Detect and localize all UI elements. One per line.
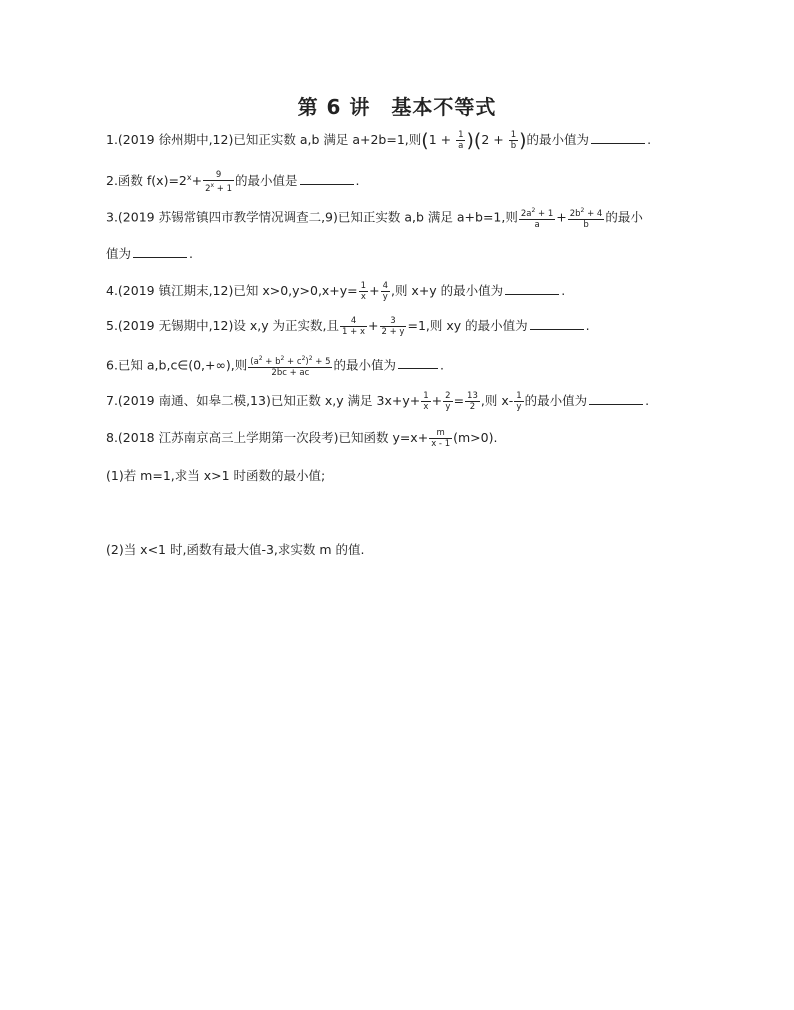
denominator: 1 + x <box>342 327 366 337</box>
fraction <box>465 391 480 412</box>
num-part: + 4 <box>584 208 603 219</box>
problem-5-text: 5.(2019 无锡期中,12)设 x,y 为正实数,且 <box>106 318 340 333</box>
paren-close: ) <box>466 129 474 152</box>
denominator: 2 <box>469 402 476 412</box>
plus-sign: + <box>369 283 380 298</box>
problem-2-text: 2.函数 f(x)=2 <box>106 173 187 189</box>
numerator: 1 <box>423 391 429 401</box>
problem-4-suffix: ,则 x+y 的最小值为 <box>390 283 504 298</box>
denominator: x - 1 <box>431 439 451 449</box>
num-exponent: 2 <box>280 355 285 362</box>
fraction <box>340 316 367 337</box>
den-base: 2 <box>205 183 211 194</box>
numerator: 13 <box>467 391 478 401</box>
numerator: 1 <box>516 391 522 401</box>
denominator: a <box>458 141 464 151</box>
problem-7-text: 7.(2019 南通、如皋二模,13)已知正数 x,y 满足 3x+y+ <box>106 393 421 408</box>
denominator: x <box>360 292 366 302</box>
exponent: x <box>186 173 192 182</box>
numerator: 1 <box>510 130 517 140</box>
paren-close: ) <box>519 129 527 152</box>
problem-3-suffix: 的最小 <box>605 209 643 225</box>
den-exponent: x <box>210 181 215 189</box>
num-part: 2b <box>569 208 581 219</box>
equals-sign: = <box>453 393 465 408</box>
term: 1 + <box>428 132 456 147</box>
plus-sign: + <box>431 393 443 408</box>
problem-3-line-2 <box>106 244 193 264</box>
page-title: 第 6 讲 基本不等式 <box>297 95 497 119</box>
period: . <box>585 318 590 333</box>
fraction <box>509 130 518 151</box>
numerator: 1 <box>458 130 464 140</box>
num-exponent: 2 <box>258 355 263 362</box>
problem-7 <box>106 391 649 412</box>
fraction <box>203 170 234 194</box>
fraction <box>248 354 332 378</box>
answer-blank[interactable] <box>505 282 559 295</box>
period: . <box>561 283 566 298</box>
problem-8-part-1: (1)若 m=1,求当 x>1 时函数的最小值; <box>106 468 326 483</box>
problem-6-text: 6.已知 a,b,c∈(0,+∞),则 <box>106 357 248 373</box>
problem-8 <box>106 428 497 449</box>
den-rest: + 1 <box>214 183 233 194</box>
num-part: (a <box>250 356 259 367</box>
problem-8-part-2: (2)当 x<1 时,函数有最大值-3,求实数 m 的值. <box>106 542 365 557</box>
numerator: 4 <box>340 316 367 327</box>
period: . <box>189 246 193 261</box>
denominator: y <box>445 402 451 412</box>
problem-3-line2-text: 值为 <box>106 246 132 261</box>
answer-blank[interactable] <box>133 245 187 258</box>
numerator: 9 <box>203 170 234 181</box>
fraction <box>514 391 523 412</box>
numerator: m <box>429 428 452 439</box>
problem-8-suffix: (m>0). <box>453 430 498 445</box>
period: . <box>440 357 444 373</box>
period: . <box>647 132 652 147</box>
problem-3-text: 3.(2019 苏锡常镇四市教学情况调查二,9)已知正实数 a,b 满足 a+b=1,则 <box>106 209 518 225</box>
fraction <box>429 428 452 449</box>
numerator <box>519 206 555 220</box>
numerator: 4 <box>382 281 388 291</box>
paren-open: ( <box>473 129 482 152</box>
problem-5-suffix: =1,则 xy 的最小值为 <box>407 318 528 333</box>
num-part: + c <box>284 356 302 367</box>
answer-blank[interactable] <box>591 131 645 144</box>
problem-4-text: 4.(2019 镇江期末,12)已知 x>0,y>0,x+y= <box>106 283 358 298</box>
num-exponent: 2 <box>580 207 585 214</box>
problem-1-text: 1.(2019 徐州期中,12)已知正实数 a,b 满足 a+2b=1,则 <box>106 132 422 147</box>
problem-5 <box>106 316 590 337</box>
answer-blank[interactable] <box>300 172 354 185</box>
num-part: + 1 <box>535 208 554 219</box>
numerator: 3 <box>380 316 407 327</box>
fraction <box>568 206 605 230</box>
fraction <box>359 281 368 302</box>
problem-1-suffix: 的最小值为 <box>526 132 590 147</box>
plus-sign: + <box>191 173 203 189</box>
num-part: ) <box>305 356 309 367</box>
problem-8-text: 8.(2018 江苏南京高三上学期第一次段考)已知函数 y=x+ <box>106 430 429 445</box>
problem-2 <box>106 168 360 194</box>
period: . <box>645 393 650 408</box>
denominator: b <box>583 219 589 230</box>
fraction <box>380 316 407 337</box>
fraction <box>421 391 430 412</box>
denominator: y <box>382 292 388 302</box>
answer-blank[interactable] <box>589 392 643 405</box>
problem-7-suffix: 的最小值为 <box>524 393 588 408</box>
fraction <box>519 206 555 230</box>
problem-2-suffix: 的最小值是 <box>235 173 298 189</box>
problem-6 <box>106 354 444 378</box>
denominator: 2 + y <box>381 327 405 337</box>
plus-sign: + <box>556 209 567 225</box>
fraction <box>456 130 465 151</box>
answer-blank[interactable] <box>530 317 584 330</box>
num-exponent: 2 <box>308 355 313 362</box>
plus-sign: + <box>368 318 379 333</box>
period: . <box>355 173 360 189</box>
fraction <box>443 391 452 412</box>
denominator <box>203 181 234 194</box>
paren-open: ( <box>421 129 429 152</box>
numerator <box>568 206 605 220</box>
numerator: 1 <box>360 281 367 291</box>
num-part: 2a <box>520 208 532 219</box>
numerator <box>248 354 332 368</box>
fraction <box>381 281 390 302</box>
term: 2 + <box>481 132 508 147</box>
denominator: b <box>510 141 517 151</box>
problem-7-mid: ,则 x- <box>480 393 514 408</box>
num-part: + 5 <box>312 356 331 367</box>
num-part: + b <box>262 356 281 367</box>
problem-3 <box>106 206 643 230</box>
denominator: x <box>423 402 429 412</box>
denominator: 2bc + ac <box>271 367 310 378</box>
problem-4 <box>106 281 565 302</box>
denominator: a <box>534 219 540 230</box>
problem-6-suffix: 的最小值为 <box>333 357 396 373</box>
problem-1 <box>106 130 651 151</box>
numerator: 2 <box>445 391 451 401</box>
denominator: y <box>516 402 522 412</box>
num-exponent: 2 <box>301 355 306 362</box>
num-exponent: 2 <box>531 207 536 214</box>
answer-blank[interactable] <box>398 356 438 369</box>
